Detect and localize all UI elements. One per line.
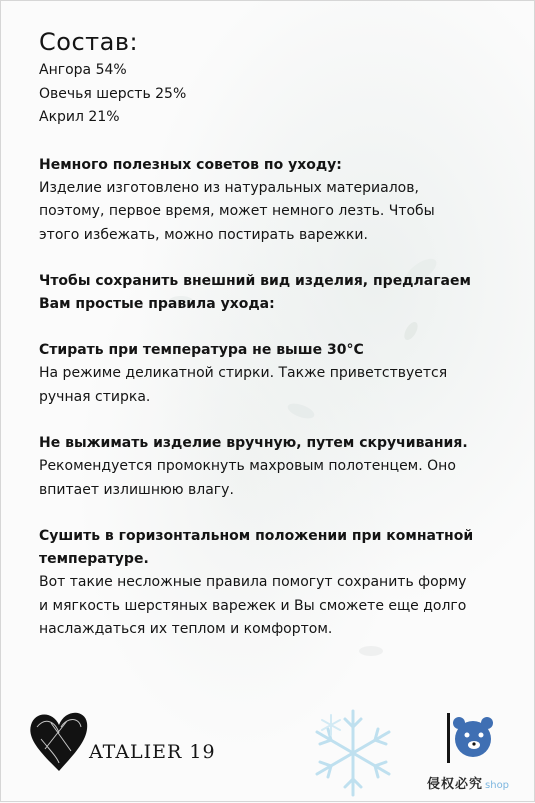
snowflake-icon — [322, 715, 340, 735]
rule-dry-section — [39, 525, 509, 642]
rule-dry-line: Вот такие несложные правила помогут сохранить форму — [39, 574, 467, 590]
rule-dry-heading: температуре. — [39, 551, 149, 567]
rule-dry-line: и мягкость шерстяных варежек и Вы сможете еще долго — [39, 597, 467, 614]
rule-wash-line: На режиме деликатной стирки. Также приветствуется — [39, 365, 448, 381]
intro-line: Чтобы сохранить внешний вид изделия, предлагаем — [39, 273, 471, 289]
watermark-shop: shop — [485, 780, 510, 791]
rule-dry-line: наслаждаться их теплом и комфортом. — [39, 621, 333, 637]
tips-line: поэтому, первое время, может немного лезть. Чтобы — [39, 203, 435, 219]
tips-line: Изделие изготовлено из натуральных материалов, — [39, 179, 419, 196]
brand-name: ATALIER 19 — [89, 741, 216, 763]
rule-dry-heading: Сушить в горизонтальном положении при комнатной — [39, 528, 474, 544]
composition-section — [39, 27, 509, 130]
tips-heading: Немного полезных советов по уходу: — [39, 156, 342, 173]
rule-wring-section — [39, 432, 509, 502]
bear-mascot-icon — [447, 713, 493, 763]
rule-wash-line: ручная стирка. — [39, 388, 151, 405]
intro-line: Вам простые правила ухода: — [39, 296, 275, 312]
composition-item: Акрил 21% — [39, 109, 120, 125]
rule-wring-heading: Не выжимать изделие вручную, путем скручивания. — [39, 435, 468, 451]
composition-item: Овечья шерсть 25% — [39, 85, 187, 102]
watermark-text: 侵权必究 — [427, 777, 484, 792]
care-instructions — [39, 27, 509, 642]
tips-section — [39, 154, 509, 248]
tips-line: этого избежать, можно постирать варежки. — [39, 226, 368, 243]
intro-section — [39, 270, 509, 316]
rule-wring-line: впитает излишнюю влагу. — [39, 481, 234, 498]
heart-logo-icon — [30, 713, 87, 771]
snow-splash-icon — [359, 646, 383, 656]
composition-item: Ангора 54% — [39, 62, 127, 78]
watermark — [427, 773, 509, 792]
composition-title: Состав: — [39, 28, 139, 56]
rule-wash-section — [39, 339, 509, 409]
rule-wash-heading: Стирать при температура не выше 30°С — [39, 342, 364, 358]
rule-wring-line: Рекомендуется промокнуть махровым полотенцем. Оно — [39, 458, 456, 474]
